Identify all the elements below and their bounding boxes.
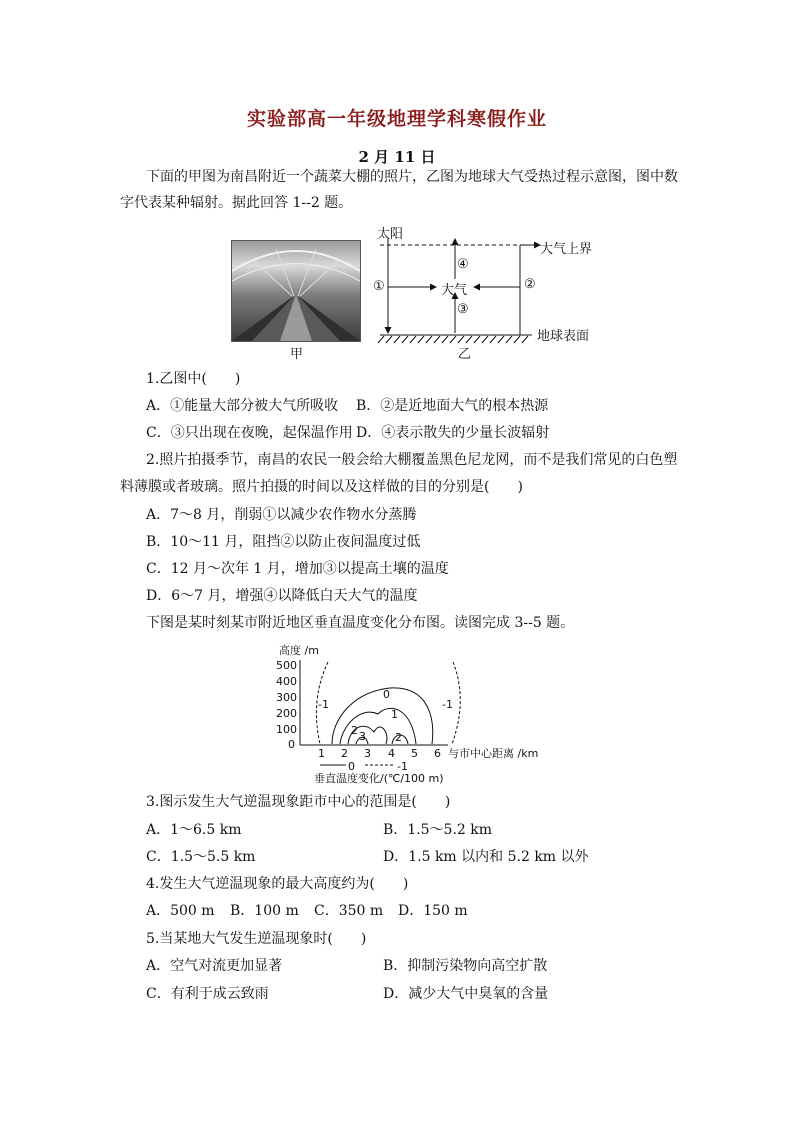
x-tick: 2 [341,747,348,760]
y-tick: 200 [276,707,297,720]
q1-option-d: D．④表示散失的少量长波辐射 [356,425,550,441]
y-tick: 0 [288,738,295,751]
greenhouse-photo [231,240,361,342]
x-tick: 6 [434,747,441,760]
q1-option-c: C．③只出现在夜晚，起保温作用 [146,425,353,441]
label-radiation-4: ④ [457,257,469,272]
q1-option-b: B．②是近地面大气的根本热源 [356,398,549,414]
y-tick: 100 [276,723,297,736]
x-axis-label: 与市中心距离 /km [448,747,539,760]
greenhouse-illustration [232,241,360,341]
q3-option-b: B．1.5～5.2 km [383,822,493,838]
q5-option-a: A．空气对流更加显著 [146,958,283,974]
q3-option-d: D．1.5 km 以内和 5.2 km 以外 [383,849,589,865]
q4-option-d: D．150 m [398,903,468,919]
caption-yi: 乙 [458,347,472,362]
contour-label: 1 [391,708,398,721]
label-earth-surface: 地球表面 [537,329,590,344]
q2-stem-line-1: 2.照片拍摄季节，南昌的农民一般会给大棚覆盖黑色尼龙网，而不是我们常见的白色塑 [146,452,678,468]
contour-label: 2 [351,724,358,737]
caption-jia: 甲 [290,347,304,362]
chart-y-axis-label: 高度 /m [279,644,319,657]
chart-caption: 垂直温度变化/(℃/100 m) [314,772,444,785]
label-radiation-2: ② [524,277,536,292]
contour-neg1-right [452,662,460,744]
q5-option-d: D．减少大气中臭氧的含量 [383,986,549,1002]
contour-label: 3 [359,730,366,743]
legend-solid-label: 0 [348,760,355,773]
label-radiation-3: ③ [457,302,469,317]
x-tick: 4 [388,747,395,760]
intro-1-line-2: 字代表某种辐射。据此回答 1--2 题。 [120,195,353,211]
q5-stem: 5.当某地大气发生逆温现象时( ) [146,931,367,947]
q2-option-a: A．7～8 月，削弱①以减少农作物水分蒸腾 [146,507,417,523]
intro-1-line-1: 下面的甲图为南昌附近一个蔬菜大棚的照片，乙图为地球大气受热过程示意图，图中数 [146,169,678,185]
label-sun: 太阳 [377,227,404,242]
q1-stem: 1.乙图中( ) [146,371,241,387]
q3-option-a: A．1～6.5 km [146,822,242,838]
q5-option-c: C．有利于成云致雨 [146,986,269,1002]
page-title: 实验部高一年级地理学科寒假作业 [246,108,547,130]
q4-option-a: A．500 m [146,903,215,919]
q3-option-c: C．1.5～5.5 km [146,849,256,865]
q4-stem: 4.发生大气逆温现象的最大高度约为( ) [146,876,409,892]
x-tick: 3 [364,747,371,760]
legend-dash-label: -1 [397,760,408,773]
contour-label: -1 [442,698,453,711]
intro-2: 下图是某时刻某市附近地区垂直温度变化分布图。读图完成 3--5 题。 [146,615,575,631]
y-tick: 300 [276,691,297,704]
q2-stem-line-2: 料薄膜或者玻璃。照片拍摄的时间以及这样做的目的分别是( ) [120,479,523,495]
q4-option-c: C．350 m [314,903,384,919]
x-tick: 1 [318,747,325,760]
page-date: 2 月 11 日 [358,148,436,166]
q2-option-c: C．12 月～次年 1 月，增加③以提高土壤的温度 [146,561,449,577]
q5-option-b: B．抑制污染物向高空扩散 [383,958,548,974]
contour-label: 2 [395,731,402,744]
x-tick: 5 [411,747,418,760]
label-radiation-1: ① [373,279,385,294]
label-atmosphere: 大气 [441,283,468,298]
y-tick: 400 [276,675,297,688]
q2-option-d: D．6～7 月，增强④以降低白天大气的温度 [146,588,418,604]
contour-label: -1 [318,698,329,711]
y-tick: 500 [276,659,297,672]
q1-option-a: A．①能量大部分被大气所吸收 [146,398,339,414]
q2-option-b: B．10～11 月，阻挡②以防止夜间温度过低 [146,534,421,550]
temperature-inversion-chart [270,640,560,790]
q4-option-b: B．100 m [230,903,299,919]
contour-label: 0 [383,688,390,701]
label-upper-atmosphere: 大气上界 [540,242,593,257]
q3-stem: 3.图示发生大气逆温现象距市中心的范围是( ) [146,794,451,810]
